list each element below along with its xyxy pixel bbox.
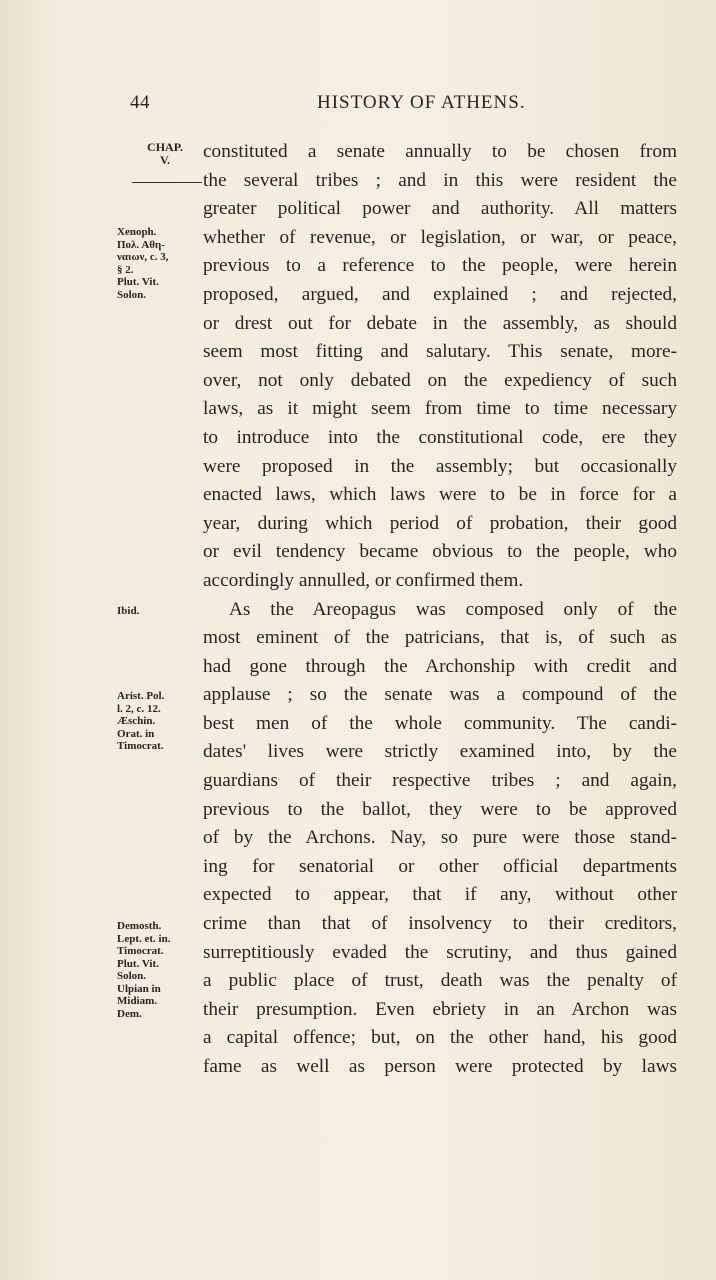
body-text bbox=[203, 138, 677, 1082]
text-line: ing for senatorial or other official departments bbox=[203, 855, 677, 877]
page-header bbox=[130, 92, 678, 122]
text-line: accordingly annulled, or confirmed them. bbox=[203, 569, 524, 591]
text-line: a public place of trust, death was the penalty of bbox=[203, 970, 677, 992]
text-line: dates' lives were strictly examined into, by the bbox=[203, 741, 677, 763]
text-line: constituted a senate annually to be chosen from bbox=[203, 141, 677, 162]
text-line: had gone through the Archonship with credit and bbox=[203, 655, 677, 677]
text-line: surreptitiously evaded the scrutiny, and thus gained bbox=[203, 941, 677, 963]
sidenote-demosthenes bbox=[117, 920, 199, 1020]
sidenote-line: ναιων, c. 3, bbox=[117, 251, 169, 263]
sidenote-line: l. 2, c. 12. bbox=[117, 702, 161, 715]
text-line: proposed, argued, and explained ; and rejected, bbox=[203, 283, 677, 305]
sidenote-line: Arist. Pol. bbox=[117, 690, 165, 702]
text-line: most eminent of the patricians, that is, of such as bbox=[203, 627, 677, 649]
sidenote-line: Timocrat. bbox=[117, 945, 164, 957]
chapter-number: V. bbox=[159, 153, 171, 167]
sidenote-aristotle bbox=[117, 690, 199, 753]
text-line: were proposed in the assembly; but occasionally bbox=[203, 455, 677, 477]
text-line: year, during which period of probation, their good bbox=[203, 512, 677, 534]
text-line: greater political power and authority. All matters bbox=[203, 198, 677, 220]
text-line: laws, as it might seem from time to time necessary bbox=[203, 398, 677, 420]
text-line: or evil tendency became obvious to the people, who bbox=[203, 541, 677, 563]
sidenote-line: Πολ. Αθη- bbox=[117, 238, 165, 251]
sidenote-line: Lept. et. in. bbox=[117, 932, 171, 945]
text-line: of by the Archons. Nay, so pure were those stand- bbox=[203, 827, 677, 849]
sidenote-line: Ulpian in bbox=[117, 982, 161, 995]
sidenote-line: Ibid. bbox=[117, 605, 140, 617]
text-line: over, not only debated on the expediency of such bbox=[203, 369, 677, 391]
text-line: seem most fitting and salutary. This senate, more- bbox=[203, 341, 677, 363]
chapter-label: CHAP. bbox=[147, 140, 183, 154]
text-line: previous to a reference to the people, were herein bbox=[203, 255, 677, 277]
text-line: previous to the ballot, they were to be approved bbox=[203, 798, 677, 820]
text-line: a capital offence; but, on the other hand, his good bbox=[203, 1027, 677, 1049]
text-line: enacted laws, which laws were to be in force for a bbox=[203, 484, 677, 506]
sidenote-line: Æschin. bbox=[117, 715, 156, 727]
sidenote-line: Dem. bbox=[117, 1007, 142, 1020]
text-line: expected to appear, that if any, without other bbox=[203, 884, 677, 906]
sidenote-line: Plut. Vit. bbox=[117, 957, 159, 970]
chapter-marker bbox=[132, 141, 198, 167]
text-line: best men of the whole community. The candi- bbox=[203, 712, 677, 734]
sidenote-xenophon bbox=[117, 226, 199, 301]
text-line: or drest out for debate in the assembly, as should bbox=[203, 312, 677, 334]
text-line: crime than that of insolvency to their creditors, bbox=[203, 913, 677, 935]
sidenote-line: Orat. in bbox=[117, 727, 155, 740]
running-head: HISTORY OF ATHENS. bbox=[317, 92, 526, 113]
sidenote-line: Solon. bbox=[117, 288, 147, 301]
text-line: guardians of their respective tribes ; and again, bbox=[203, 770, 677, 792]
sidenote-ibid bbox=[117, 605, 199, 618]
page-number: 44 bbox=[130, 92, 150, 113]
chapter-rule bbox=[132, 182, 202, 183]
text-line: their presumption. Even ebriety in an Archon was bbox=[203, 998, 677, 1020]
sidenote-line: Plut. Vit. bbox=[117, 276, 159, 288]
text-line: applause ; so the senate was a compound of the bbox=[203, 684, 677, 706]
sidenote-line: Midiam. bbox=[117, 995, 158, 1007]
text-line: the several tribes ; and in this were resident the bbox=[203, 169, 677, 191]
text-line: to introduce into the constitutional code, ere they bbox=[203, 426, 677, 448]
sidenote-line: Xenoph. bbox=[117, 226, 157, 238]
text-line: whether of revenue, or legislation, or war, or peace, bbox=[203, 226, 677, 248]
sidenote-line: Timocrat. bbox=[117, 740, 164, 752]
text-line: fame as well as person were protected by laws bbox=[203, 1056, 677, 1077]
sidenote-line: § 2. bbox=[117, 263, 134, 276]
text-line: As the Areopagus was composed only of the bbox=[229, 598, 677, 620]
sidenote-line: Solon. bbox=[117, 970, 147, 982]
sidenote-line: Demosth. bbox=[117, 920, 162, 932]
